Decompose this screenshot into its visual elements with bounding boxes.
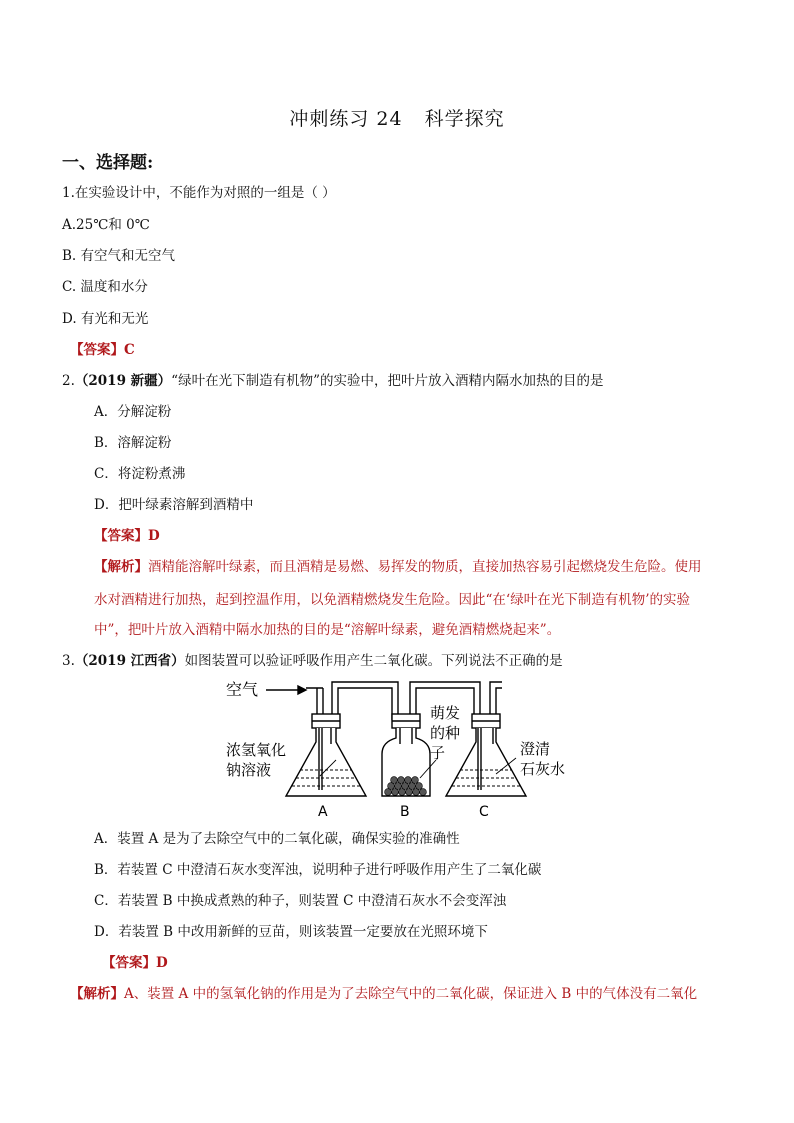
- q2-option-c: C．将淀粉煮沸: [94, 466, 186, 482]
- q3-source: （2019 江西省）: [74, 653, 185, 669]
- q3-answer-value: D: [156, 955, 168, 971]
- q1-answer: [70, 341, 135, 359]
- q3-explain-label: 【解析】: [70, 986, 124, 1002]
- label-air: 空气: [226, 680, 259, 699]
- q2-stem: [62, 372, 603, 390]
- q2-source: （2019 新疆）: [74, 373, 172, 389]
- label-a-line-1: 浓氢氧化: [226, 741, 287, 759]
- q2-explain-line-2: 水对酒精进行加热，起到控温作用，以免酒精燃烧发生危险。因此“在‘绿叶在光下制造有机物’的实验: [94, 592, 690, 608]
- label-flask-a: A: [318, 804, 328, 820]
- q3-explain-text: A、装置 A 中的氢氧化钠的作用是为了去除空气中的二氧化碳，保证进入 B 中的气体没有二氧化: [124, 986, 698, 1002]
- label-b-line-2: 的种: [430, 724, 461, 742]
- air-arrow-head: [298, 686, 306, 694]
- q3-option-b: B．若装置 C 中澄清石灰水变浑浊，说明种子进行呼吸作用产生了二氧化碳: [94, 862, 542, 878]
- q1-option-a: A.25℃和 0℃: [62, 217, 150, 233]
- q2-answer-label: 【答案】: [94, 528, 148, 544]
- label-a-line-2: 钠溶液: [226, 761, 272, 779]
- q2-answer: [94, 527, 160, 545]
- label-c-line-2: 石灰水: [520, 760, 566, 778]
- page-title: [0, 104, 794, 131]
- q3-explain-line-1: [70, 985, 697, 1003]
- title-main: 冲刺练习 24: [289, 108, 403, 130]
- q3-stem-text: 如图装置可以验证呼吸作用产生二氧化碳。下列说法不正确的是: [184, 653, 563, 669]
- q2-option-a: A．分解淀粉: [94, 404, 172, 420]
- q2-option-b: B．溶解淀粉: [94, 435, 172, 451]
- q3-num: 3.: [62, 653, 75, 669]
- label-b-line-3: 子: [430, 744, 446, 762]
- q2-explain-line-3: 中”，把叶片放入酒精中隔水加热的目的是“溶解叶绿素，避免酒精燃烧起来”。: [94, 622, 561, 638]
- label-c-line-1: 澄清: [520, 740, 551, 758]
- label-flask-b: B: [400, 804, 410, 820]
- q2-answer-value: D: [148, 528, 160, 544]
- q3-answer: [102, 954, 168, 972]
- pipe-a-to-b: [332, 682, 398, 720]
- q1-stem: 1.在实验设计中，不能作为对照的一组是（ ）: [62, 185, 336, 201]
- q3-answer-label: 【答案】: [102, 955, 156, 971]
- section-heading: 一、选择题:: [62, 153, 154, 173]
- q3-option-a: A．装置 A 是为了去除空气中的二氧化碳，确保实验的准确性: [94, 831, 460, 847]
- q2-stem-text: “绿叶在光下制造有机物”的实验中，把叶片放入酒精内隔水加热的目的是: [171, 373, 604, 389]
- q3-option-d: D．若装置 B 中改用新鲜的豆苗，则该装置一定要放在光照环境下: [94, 924, 488, 940]
- q2-explain-label: 【解析】: [94, 559, 148, 575]
- q1-option-d: D. 有光和无光: [62, 311, 149, 327]
- q3-stem: [62, 652, 563, 670]
- q2-num: 2.: [62, 373, 75, 389]
- q3-option-c: C．若装置 B 中换成煮熟的种子，则装置 C 中澄清石灰水不会变浑浊: [94, 893, 507, 909]
- q2-option-d: D．把叶绿素溶解到酒精中: [94, 497, 254, 513]
- label-flask-c: C: [479, 804, 489, 820]
- label-b-line-1: 萌发: [430, 704, 461, 722]
- title-sub: 科学探究: [424, 108, 505, 130]
- q1-option-c: C. 温度和水分: [62, 279, 148, 295]
- q1-answer-label: 【答案】: [70, 342, 124, 358]
- apparatus-figure: [220, 678, 580, 820]
- q1-option-b: B. 有空气和无空气: [62, 248, 176, 264]
- q1-answer-value: C: [124, 342, 135, 358]
- q2-explain-text-1: 酒精能溶解叶绿素，而且酒精是易燃、易挥发的物质，直接加热容易引起燃烧发生危险。使用: [148, 559, 702, 575]
- q2-explain-line-1: [94, 558, 702, 576]
